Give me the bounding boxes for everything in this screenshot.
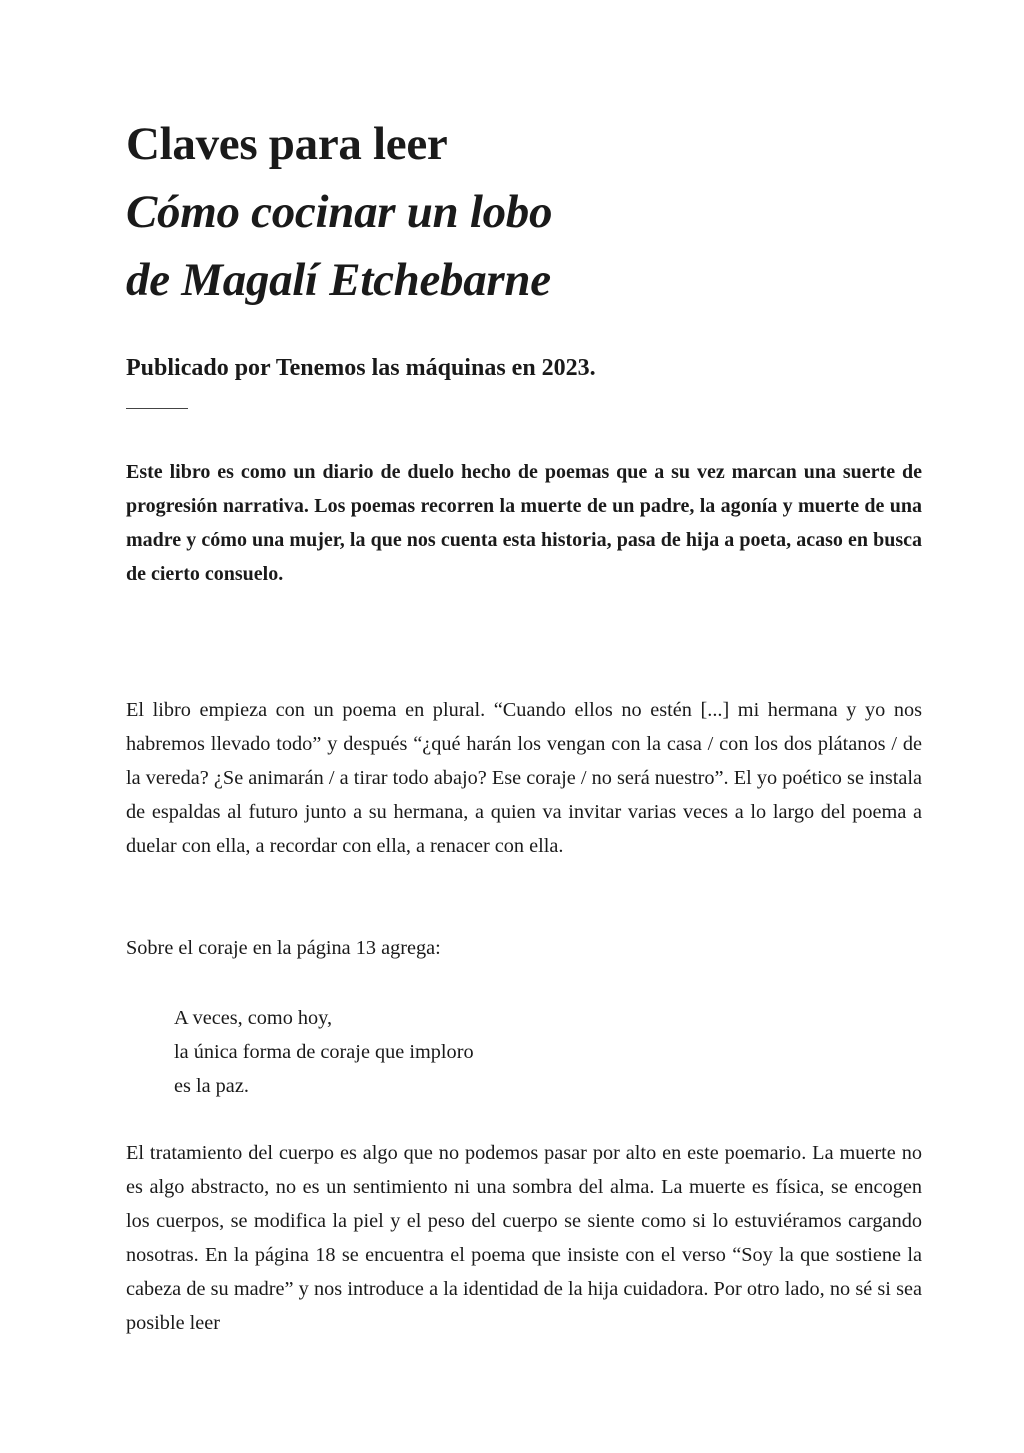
verse-line: es la paz.	[174, 1075, 249, 1097]
body-paragraph-3: El tratamiento del cuerpo es algo que no podemos pasar por alto en este poemario. La muerte no es algo abstracto, no es un sentimiento ni una sombra del alma. La muerte es física, se encogen los cuerpos, se modifica la piel y el peso del cuerpo se siente como si lo estuviéramos cargando nosotras. En la página 18 se encuentra el poema que insiste con el verso “Soy la que sostiene la cabeza de su madre” y nos introduce a la identidad de la hija cuidadora. Por otro lado, no sé si sea posible leer	[126, 1142, 922, 1334]
verse-quote	[174, 1001, 474, 1103]
title-block	[126, 110, 922, 314]
body-paragraph-2: Sobre el coraje en la página 13 agrega:	[126, 937, 441, 959]
verse-line: la única forma de coraje que imploro	[174, 1041, 474, 1063]
book-author: de Magalí Etchebarne	[126, 254, 551, 306]
body-paragraph-1: El libro empieza con un poema en plural. “Cuando ellos no estén [...] mi hermana y yo nos habremos llevado todo” y después “¿qué harán los vengan con la casa / con los dos plátanos / de la vereda? ¿Se animarán / a tirar todo abajo? Ese coraje / no será nuestro”. El yo poético se instala de espaldas al futuro junto a su hermana, a quien va invitar varias veces a lo largo del poema a duelar con ella, a recordar con ella, a renacer con ella.	[126, 699, 922, 857]
divider	[126, 408, 188, 409]
abstract-paragraph: Este libro es como un diario de duelo hecho de poemas que a su vez marcan una suerte de progresión narrativa. Los poemas recorren la muerte de un padre, la agonía y muerte de una madre y cómo una mujer, la que nos cuenta esta historia, pasa de hija a poeta, acaso en busca de cierto consuelo.	[126, 461, 922, 585]
publisher-line: Publicado por Tenemos las máquinas en 2023.	[126, 355, 596, 381]
title-heading: Claves para leer	[126, 118, 448, 170]
verse-line: A veces, como hoy,	[174, 1007, 333, 1029]
book-title: Cómo cocinar un lobo	[126, 186, 553, 238]
